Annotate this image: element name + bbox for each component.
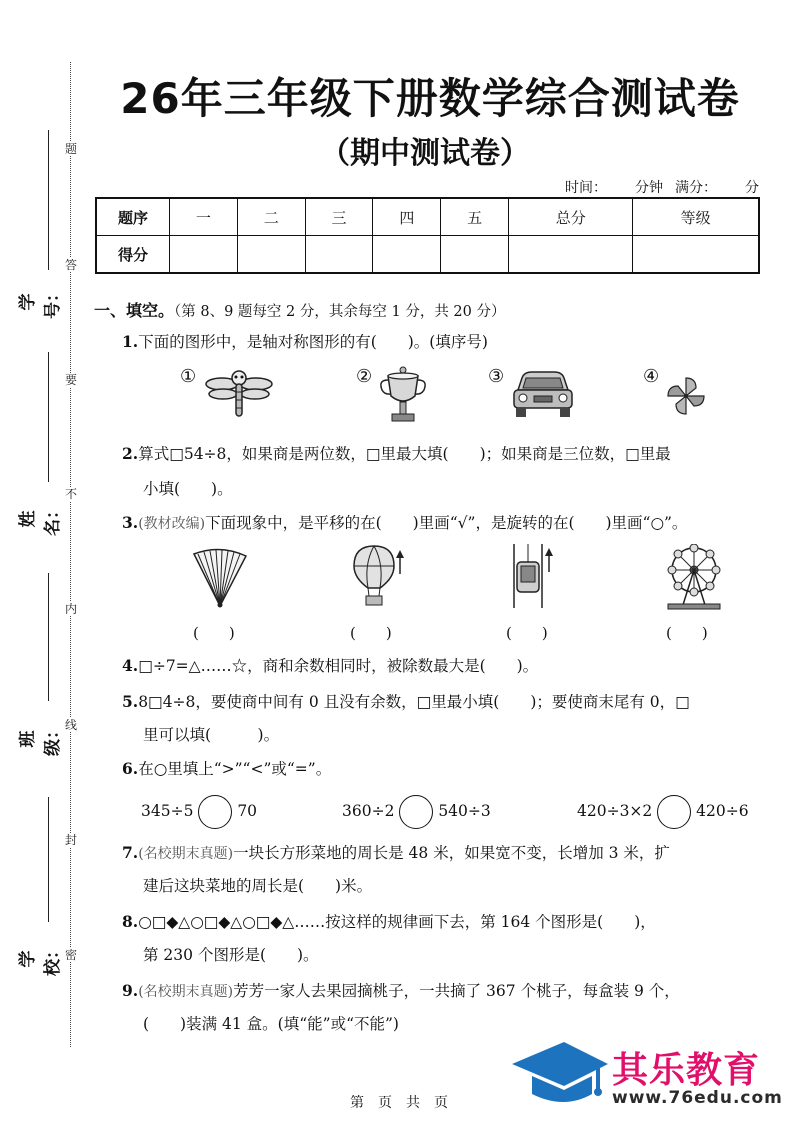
student-id-line[interactable] bbox=[48, 130, 49, 270]
table-cell: 得分 bbox=[96, 236, 170, 274]
binding-dotted-line bbox=[70, 62, 71, 1047]
compare-right: 420÷6 bbox=[696, 802, 749, 820]
compare-circle[interactable] bbox=[657, 795, 691, 829]
compare-left: 345÷5 bbox=[141, 802, 194, 820]
dragonfly-icon bbox=[204, 368, 274, 418]
question-number: 5. bbox=[122, 692, 139, 711]
trophy-icon bbox=[378, 366, 428, 424]
question-source: (名校期末真题) bbox=[138, 846, 234, 862]
seal-char: 封 bbox=[64, 833, 77, 847]
table-cell: 三 bbox=[305, 198, 373, 236]
question-5 bbox=[122, 692, 690, 712]
question-4 bbox=[122, 656, 538, 676]
option-label: ② bbox=[356, 366, 373, 387]
question-number: 2. bbox=[122, 444, 139, 463]
compare-right: 540÷3 bbox=[438, 802, 491, 820]
seal-char: 内 bbox=[64, 602, 77, 616]
question-text: 下面现象中，是平移的在( )里画“√”，是旋转的在( )里画“○”。 bbox=[205, 514, 688, 532]
question-number: 8. bbox=[122, 912, 139, 931]
option-label: ③ bbox=[488, 366, 505, 387]
car-icon bbox=[510, 370, 576, 420]
score-entry-cell[interactable] bbox=[170, 236, 238, 274]
question-9 bbox=[122, 981, 680, 1002]
time-label: 时间： bbox=[565, 180, 607, 196]
table-cell: 总分 bbox=[509, 198, 633, 236]
section-note: （第 8、9 题每空 2 分，其余每空 1 分，共 20 分） bbox=[174, 304, 506, 320]
table-cell: 等级 bbox=[633, 198, 759, 236]
question-number: 9. bbox=[122, 981, 139, 1000]
score-entry-cell[interactable] bbox=[237, 236, 305, 274]
pinwheel-icon bbox=[662, 374, 710, 418]
question-text: 在○里填上“>”“<”或“=”。 bbox=[138, 760, 332, 778]
ferris-wheel-icon bbox=[664, 544, 724, 610]
seal-char: 线 bbox=[64, 718, 77, 732]
page-title: 26年三年级下册数学综合测试卷 bbox=[120, 74, 740, 123]
question-6 bbox=[122, 759, 331, 779]
option-label: ① bbox=[180, 366, 197, 387]
compare-item bbox=[342, 794, 491, 829]
time-score-line bbox=[565, 177, 759, 197]
answer-blank[interactable]: ( ) bbox=[350, 624, 392, 642]
table-cell: 题序 bbox=[96, 198, 170, 236]
question-2 bbox=[122, 444, 671, 464]
answer-blank[interactable]: ( ) bbox=[666, 624, 708, 642]
compare-circle[interactable] bbox=[198, 795, 232, 829]
compare-left: 360÷2 bbox=[342, 802, 395, 820]
page-subtitle: （期中测试卷） bbox=[320, 136, 530, 171]
student-id-label: 学号： bbox=[18, 285, 63, 319]
name-line[interactable] bbox=[48, 352, 49, 482]
score-table-header-row bbox=[96, 198, 759, 236]
seal-char: 密 bbox=[64, 948, 77, 962]
table-cell: 五 bbox=[441, 198, 509, 236]
question-text: ○□◆△○□◆△○□◆△……按这样的规律画下去，第 164 个图形是( )， bbox=[138, 913, 656, 931]
score-table bbox=[95, 197, 760, 274]
compare-item bbox=[577, 794, 749, 829]
seal-char: 题 bbox=[64, 142, 77, 156]
question-3 bbox=[122, 513, 687, 534]
question-8 bbox=[122, 912, 656, 932]
table-cell: 一 bbox=[170, 198, 238, 236]
score-entry-cell[interactable] bbox=[633, 236, 759, 274]
compare-left: 420÷3×2 bbox=[577, 802, 653, 820]
question-text: 8□4÷8，要使商中间有 0 且没有余数，□里最小填( )；要使商末尾有 0，□ bbox=[138, 693, 690, 711]
answer-blank[interactable]: ( ) bbox=[506, 624, 548, 642]
question-text: 下面的图形中，是轴对称图形的有( )。(填序号) bbox=[138, 333, 488, 351]
question-text: 一块长方形菜地的周长是 48 米，如果宽不变，长增加 3 米，扩 bbox=[233, 844, 670, 862]
hot-air-balloon-icon bbox=[350, 544, 406, 610]
compare-item bbox=[141, 794, 257, 829]
seal-char: 不 bbox=[64, 487, 77, 501]
score-table-score-row bbox=[96, 236, 759, 274]
question-number: 7. bbox=[122, 843, 139, 862]
score-unit: 分 bbox=[745, 180, 759, 196]
folding-fan-icon bbox=[190, 548, 250, 610]
question-number: 6. bbox=[122, 759, 139, 778]
graduation-cap-icon bbox=[508, 1038, 610, 1110]
name-label: 姓名： bbox=[18, 502, 63, 536]
page-footer: 第 页 共 页 bbox=[350, 1095, 448, 1111]
question-9-line-2: ( )装满 41 盒。(填“能”或“不能”) bbox=[143, 1015, 399, 1033]
option-label: ④ bbox=[643, 366, 660, 387]
question-text: □÷7=△……☆，商和余数相同时，被除数最大是( )。 bbox=[138, 657, 539, 675]
school-label: 学校： bbox=[18, 942, 63, 976]
score-entry-cell[interactable] bbox=[509, 236, 633, 274]
question-text: 芳芳一家人去果园摘桃子，一共摘了 367 个桃子，每盒装 9 个， bbox=[233, 982, 680, 1000]
question-7 bbox=[122, 843, 670, 864]
brand-name: 其乐教育 bbox=[612, 1050, 761, 1091]
question-text: 算式□54÷8，如果商是两位数，□里最大填( )；如果商是三位数，□里最 bbox=[138, 445, 671, 463]
question-8-line-2: 第 230 个图形是( )。 bbox=[143, 946, 319, 964]
question-5-line-2: 里可以填( )。 bbox=[143, 726, 280, 744]
question-source: (名校期末真题) bbox=[138, 984, 234, 1000]
class-label: 班级： bbox=[18, 722, 63, 756]
question-number: 1. bbox=[122, 332, 139, 351]
answer-blank[interactable]: ( ) bbox=[193, 624, 235, 642]
seal-char: 答 bbox=[64, 258, 77, 272]
table-cell: 二 bbox=[237, 198, 305, 236]
section-heading: 一、填空。 bbox=[94, 301, 175, 320]
question-number: 3. bbox=[122, 513, 139, 532]
brand-url: www.76edu.com bbox=[612, 1088, 783, 1108]
time-unit: 分钟 bbox=[635, 180, 663, 196]
score-entry-cell[interactable] bbox=[441, 236, 509, 274]
class-line[interactable] bbox=[48, 573, 49, 701]
question-7-line-2: 建后这块菜地的周长是( )米。 bbox=[143, 877, 373, 895]
table-cell: 四 bbox=[373, 198, 441, 236]
question-source: (教材改编) bbox=[138, 516, 206, 532]
question-number: 4. bbox=[122, 656, 139, 675]
compare-circle[interactable] bbox=[399, 795, 433, 829]
compare-right: 70 bbox=[237, 802, 258, 820]
seal-char: 要 bbox=[64, 373, 77, 387]
question-1 bbox=[122, 332, 488, 352]
score-entry-cell[interactable] bbox=[373, 236, 441, 274]
score-entry-cell[interactable] bbox=[305, 236, 373, 274]
question-2-line-2: 小填( )。 bbox=[143, 480, 233, 498]
section-title bbox=[94, 301, 506, 322]
school-line[interactable] bbox=[48, 797, 49, 922]
elevator-icon bbox=[508, 544, 554, 610]
full-score-label: 满分： bbox=[675, 180, 717, 196]
